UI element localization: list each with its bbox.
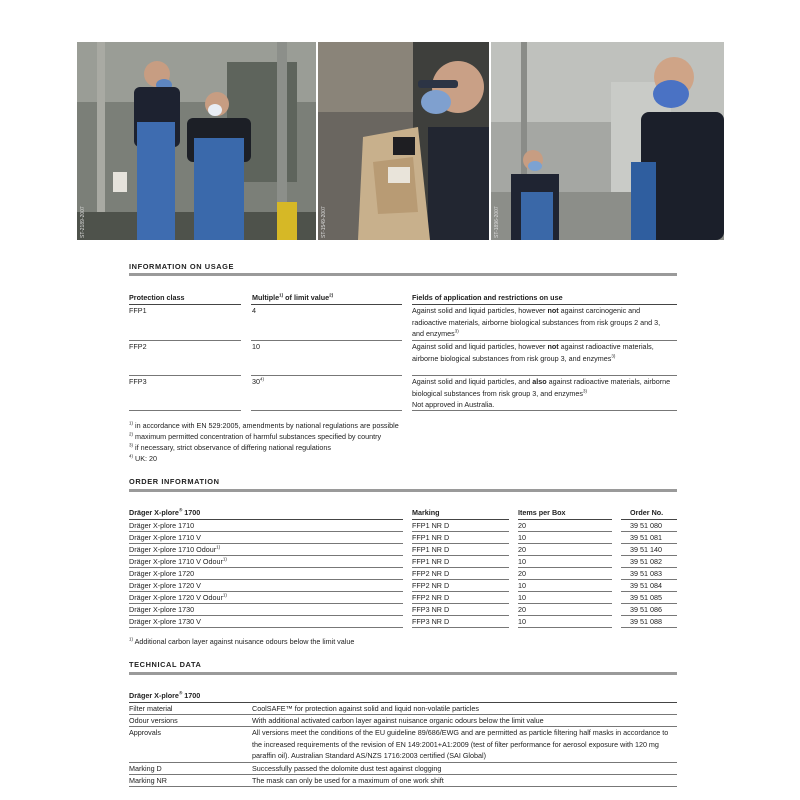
usage-fields: Against solid and liquid particles, however not against radioactive materials, airborne biological substances from risk group 3, and enzymes$^{3)}$	[412, 342, 654, 363]
section-divider	[129, 489, 677, 492]
order-product: Dräger X-plore 1710	[129, 521, 195, 530]
order-items: 10	[518, 617, 526, 626]
technical-section-title: TECHNICAL DATA	[129, 660, 202, 669]
row-divider	[129, 786, 677, 787]
usage-class: FFP1	[129, 306, 147, 315]
photo-credit: ST-2189-2007	[80, 206, 86, 238]
row-divider	[518, 555, 612, 556]
order-items: 20	[518, 569, 526, 578]
order-items: 10	[518, 593, 526, 602]
usage-multiple: 10	[252, 342, 260, 351]
row-divider	[129, 410, 241, 411]
technical-label: Approvals	[129, 728, 161, 737]
usage-class: FFP2	[129, 342, 147, 351]
order-header-product: Dräger X-plore® 1700	[129, 507, 201, 517]
order-items: 20	[518, 605, 526, 614]
order-product: Dräger X-plore 1710 V Odour$^{1)}$	[129, 556, 227, 566]
photo-credit: ST-1549-2007	[321, 206, 327, 238]
usage-multiple: 4	[252, 306, 256, 315]
row-divider	[621, 627, 677, 628]
usage-header-protection-class: Protection class	[129, 293, 185, 302]
order-header-marking: Marking	[412, 508, 440, 517]
technical-value: All versions meet the conditions of the EU guideline 89/686/EWG and are permitted as particle filtering half masks in accordance to the increased requirements of the revision of EN 149:2001+A1:2009 (test of filter performance for aerosol exposure with 120 mg paraffin oil). Australian Standard AS/NZS 1716:2003 certified (SAI Global)	[252, 728, 669, 760]
usage-section-title: INFORMATION ON USAGE	[129, 262, 235, 271]
row-divider	[518, 579, 612, 580]
technical-value: With additional activated carbon layer against nuisance organic odours below the limit value	[252, 716, 544, 725]
row-divider	[412, 627, 509, 628]
order-number: 39 51 083	[630, 569, 662, 578]
order-items: 20	[518, 545, 526, 554]
order-items: 10	[518, 533, 526, 542]
order-marking: FFP3 NR D	[412, 605, 450, 614]
usage-footnote: $^{1)}$ in accordance with EN 529:2005, amendments by national regulations are possible	[129, 420, 399, 430]
section-divider	[129, 672, 677, 675]
table-header-rule	[518, 519, 612, 520]
photo-workers-factory	[77, 42, 316, 240]
row-divider	[518, 615, 612, 616]
order-number: 39 51 088	[630, 617, 662, 626]
technical-label: Marking NR	[129, 776, 167, 785]
order-marking: FFP2 NR D	[412, 593, 450, 602]
technical-value: CoolSAFE™ for protection against solid and liquid non-volatile particles	[252, 704, 479, 713]
order-marking: FFP2 NR D	[412, 569, 450, 578]
order-product: Dräger X-plore 1720	[129, 569, 195, 578]
technical-label: Filter material	[129, 704, 173, 713]
row-divider	[251, 340, 402, 341]
row-divider	[518, 603, 612, 604]
order-marking: FFP1 NR D	[412, 521, 450, 530]
technical-header-product: Dräger X-plore® 1700	[129, 690, 201, 700]
order-footnote: $^{1)}$ Additional carbon layer against nuisance odours below the limit value	[129, 636, 355, 646]
photo-worker-bag	[318, 42, 489, 240]
usage-fields: Against solid and liquid particles, and also against radioactive materials, airborne biological substances from risk group 3, and enzymes$^{3)}$ Not approved in Australia.	[412, 377, 671, 409]
order-header-order-no: Order No.	[630, 508, 664, 517]
usage-fields: Against solid and liquid particles, however not against carcinogenic and radioactive materials, airborne biological substances from risk groups 2 and 3, and enzymes$^{3)}$	[412, 306, 661, 338]
photo-credit: ST-1896-2007	[494, 206, 500, 238]
table-header-rule	[251, 304, 402, 305]
order-marking: FFP1 NR D	[412, 533, 450, 542]
order-items: 10	[518, 557, 526, 566]
usage-header-fields: Fields of application and restrictions on use	[412, 293, 563, 302]
order-product: Dräger X-plore 1710 Odour$^{1)}$	[129, 544, 221, 554]
row-divider	[518, 567, 612, 568]
technical-value: Successfully passed the dolomite dust test against clogging	[252, 764, 442, 773]
usage-class: FFP3	[129, 377, 147, 386]
order-number: 39 51 086	[630, 605, 662, 614]
row-divider	[251, 375, 402, 376]
usage-footnote: $^{4)}$ UK: 20	[129, 453, 157, 463]
photo-workers-masks	[491, 42, 724, 240]
order-marking: FFP1 NR D	[412, 557, 450, 566]
order-number: 39 51 084	[630, 581, 662, 590]
technical-label: Marking D	[129, 764, 162, 773]
row-divider	[412, 410, 677, 411]
row-divider	[518, 627, 612, 628]
row-divider	[129, 627, 403, 628]
row-divider	[518, 531, 612, 532]
technical-label: Odour versions	[129, 716, 178, 725]
order-product: Dräger X-plore 1710 V	[129, 533, 201, 542]
order-product: Dräger X-plore 1730 V	[129, 617, 201, 626]
usage-header-multiple: Multiple$^{1)}$ of limit value$^{2)}$	[252, 292, 334, 302]
order-items: 10	[518, 581, 526, 590]
row-divider	[518, 543, 612, 544]
usage-footnote: $^{3)}$ if necessary, strict observance of differing national regulations	[129, 442, 331, 452]
usage-multiple: 30$^{4)}$	[252, 376, 265, 386]
order-marking: FFP1 NR D	[412, 545, 450, 554]
order-marking: FFP2 NR D	[412, 581, 450, 590]
order-product: Dräger X-plore 1730	[129, 605, 195, 614]
order-product: Dräger X-plore 1720 V Odour$^{1)}$	[129, 592, 227, 602]
order-number: 39 51 082	[630, 557, 662, 566]
section-divider	[129, 273, 677, 276]
order-number: 39 51 140	[630, 545, 662, 554]
order-product: Dräger X-plore 1720 V	[129, 581, 201, 590]
order-number: 39 51 081	[630, 533, 662, 542]
usage-footnote: $^{2)}$ maximum permitted concentration of harmful substances specified by country	[129, 431, 382, 441]
order-items: 20	[518, 521, 526, 530]
order-marking: FFP3 NR D	[412, 617, 450, 626]
row-divider	[251, 410, 402, 411]
order-section-title: ORDER INFORMATION	[129, 477, 220, 486]
order-header-items: Items per Box	[518, 508, 566, 517]
row-divider	[518, 591, 612, 592]
order-number: 39 51 080	[630, 521, 662, 530]
order-number: 39 51 085	[630, 593, 662, 602]
technical-value: The mask can only be used for a maximum of one work shift	[252, 776, 444, 785]
